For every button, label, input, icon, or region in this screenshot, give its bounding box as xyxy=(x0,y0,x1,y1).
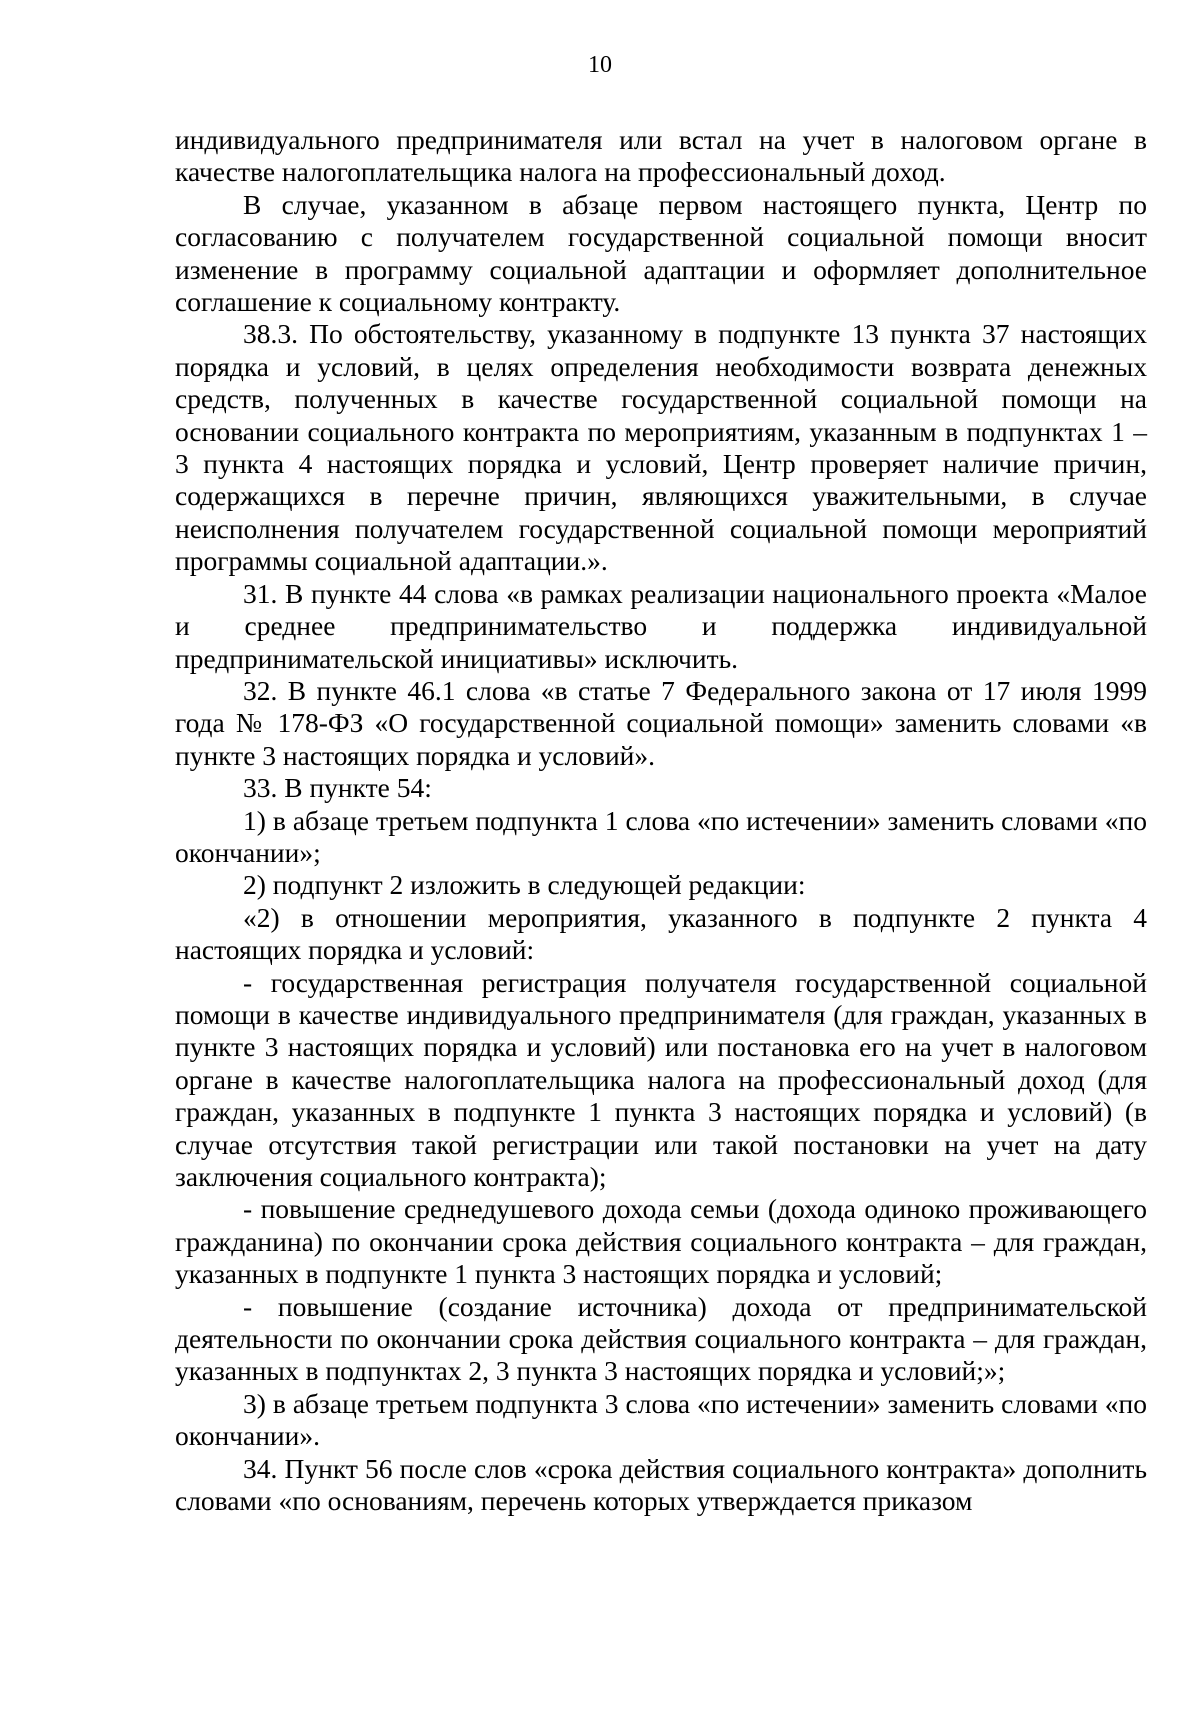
paragraph-continuation: индивидуального предпринимателя или встал на учет в налоговом органе в качестве налогоплательщика налога на профессиональный доход. xyxy=(175,124,1147,188)
paragraph-31: 31. В пункте 44 слова «в рамках реализации национального проекта «Малое и среднее предпринимательство и поддержка индивидуальной предпринимательской инициативы» исключить. xyxy=(175,577,1147,674)
page-number: 10 xyxy=(588,52,612,78)
quoted-subparagraph-2: «2) в отношении мероприятия, указанного в подпункте 2 пункта 4 настоящих порядка и условий: xyxy=(175,901,1147,966)
paragraph-33: 33. В пункте 54: xyxy=(243,772,432,804)
paragraph-34: 34. Пункт 56 после слов «срока действия социального контракта» дополнить словами «по основаниям, перечень которых утверждается приказом xyxy=(175,1452,1147,1517)
subparagraph-1: 1) в абзаце третьем подпункта 1 слова «по истечении» заменить словами «по окончании»; xyxy=(175,804,1147,868)
subparagraph-3: 3) в абзаце третьем подпункта 3 слова «по истечении» заменить словами «по окончании». xyxy=(175,1387,1147,1452)
list-item: - повышение среднедушевого дохода семьи (дохода одиноко проживающего гражданина) по окончании срока действия социального контракта – для граждан, указанных в подпункте 1 пункта 3 настоящих порядка и условий; xyxy=(175,1193,1147,1290)
paragraph-32: 32. В пункте 46.1 слова «в статье 7 Федерального закона от 17 июля 1999 года № 178-ФЗ «О государственной социальной помощи» заменить словами «в пункте 3 настоящих порядка и условий». xyxy=(175,674,1147,771)
paragraph-38-3: 38.3. По обстоятельству, указанному в подпункте 13 пункта 37 настоящих порядка и условий, в целях определения необходимости возврата денежных средств, полученных в качестве государственной социальной помощи на основании социального контракта по мероприятиям, указанным в подпунктах 1 – 3 пункта 4 настоящих порядка и условий, Центр проверяет наличие причин, содержащихся в перечне причин, являющихся уважительными, в случае неисполнения получателем государственной социальной помощи мероприятий программы социальной адаптации.». xyxy=(175,318,1147,577)
document-body xyxy=(175,124,1147,1517)
list-item: - повышение (создание источника) дохода от предпринимательской деятельности по окончании срока действия социального контракта – для граждан, указанных в подпунктах 2, 3 пункта 3 настоящих порядка и условий;»; xyxy=(175,1290,1147,1387)
list-item: - государственная регистрация получателя государственной социальной помощи в качестве индивидуального предпринимателя (для граждан, указанных в пункте 3 настоящих порядка и условий) или постановка его на учет в налоговом органе в качестве налогоплательщика налога на профессиональный доход (для граждан, указанных в подпункте 1 пункта 3 настоящих порядка и условий) (в случае отсутствия такой регистрации или такой постановки на учет на дату заключения социального контракта); xyxy=(175,966,1147,1192)
subparagraph-2: 2) подпункт 2 изложить в следующей редакции: xyxy=(243,869,806,901)
paragraph: В случае, указанном в абзаце первом настоящего пункта, Центр по согласованию с получателем государственной социальной помощи вносит изменение в программу социальной адаптации и оформляет дополнительное соглашение к социальному контракту. xyxy=(175,188,1147,318)
